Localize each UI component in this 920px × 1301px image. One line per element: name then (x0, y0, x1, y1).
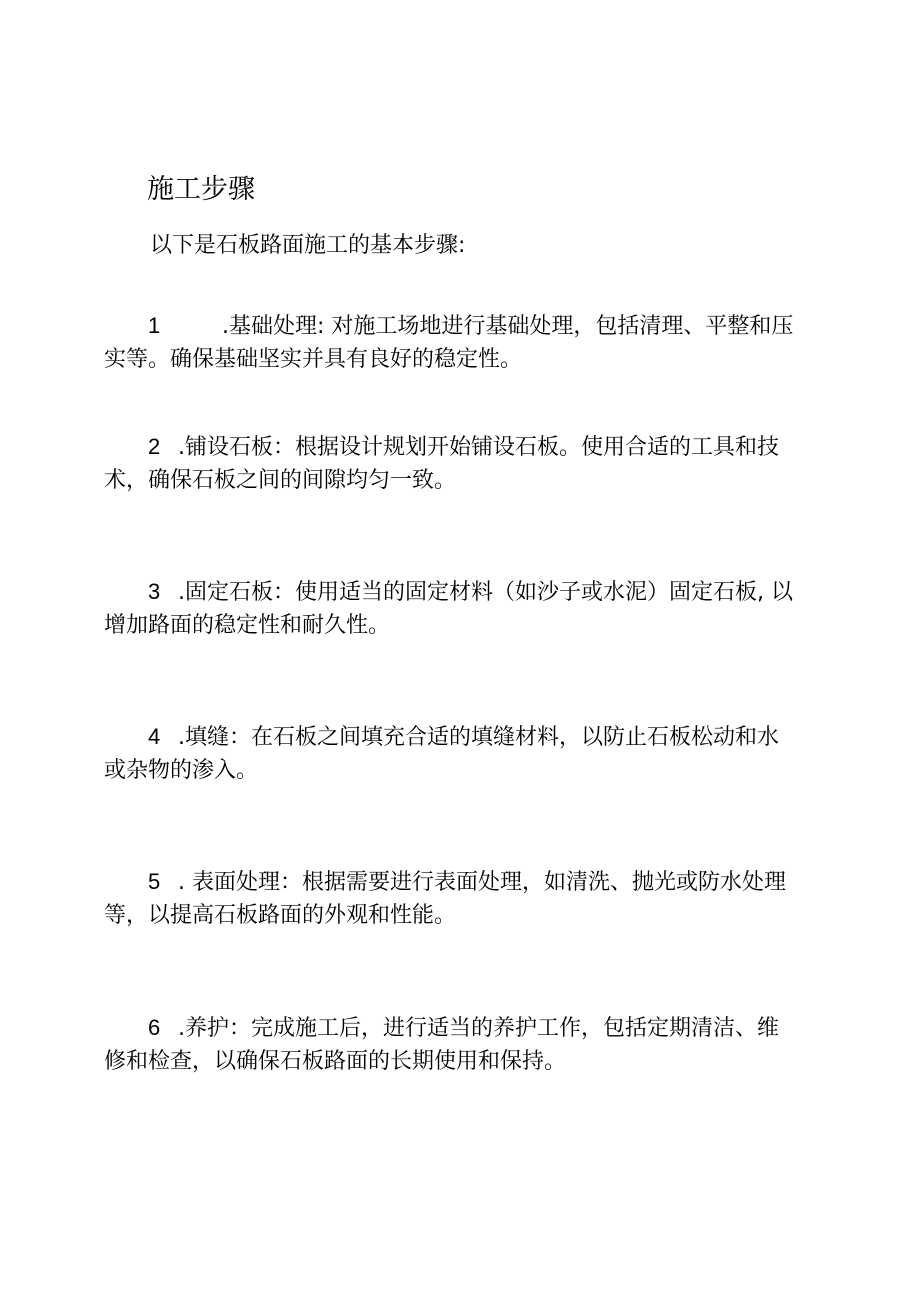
step-line-1 (104, 575, 824, 609)
step-number: 1 (148, 313, 161, 338)
step-line-1 (104, 430, 824, 464)
step-item-2 (104, 430, 824, 497)
step-text: .固定石板：使用适当的固定材料（如沙子或水泥）固定石板, 以 (178, 580, 793, 605)
step-number: 3 (148, 579, 161, 604)
step-number: 6 (148, 1015, 161, 1040)
step-item-5 (104, 865, 824, 932)
step-item-1 (104, 309, 824, 376)
step-text: .铺设石板：根据设计规划开始铺设石板。使用合适的工具和技 (178, 435, 779, 460)
step-number: 4 (148, 724, 161, 749)
step-item-4 (104, 720, 824, 787)
step-line-2: 术，确保石板之间的间隙均匀一致。 (104, 468, 457, 493)
step-line-2: 等，以提高石板路面的外观和性能。 (104, 903, 457, 928)
step-line-1 (104, 720, 824, 754)
step-text: . 表面处理：根据需要进行表面处理，如清洗、抛光或防水处理 (178, 870, 786, 895)
step-line-2: 或杂物的渗入。 (104, 758, 259, 783)
step-item-6 (104, 1011, 824, 1078)
step-line-1 (104, 309, 824, 343)
section-heading: 施工步骤 (147, 174, 255, 205)
step-line-2: 修和检查，以确保石板路面的长期使用和保持。 (104, 1049, 567, 1074)
step-text: .填缝：在石板之间填充合适的填缝材料，以防止石板松动和水 (178, 725, 779, 750)
step-item-3 (104, 575, 824, 642)
step-number: 5 (148, 869, 161, 894)
step-text: .养护：完成施工后，进行适当的养护工作，包括定期清洁、维 (178, 1016, 779, 1041)
step-line-1 (104, 1011, 824, 1045)
intro-paragraph: 以下是石板路面施工的基本步骤: (150, 233, 466, 258)
step-text: .基础处理: 对施工场地进行基础处理，包括清理、平整和压 (222, 314, 794, 339)
step-line-2: 增加路面的稳定性和耐久性。 (104, 613, 391, 638)
step-line-1 (104, 865, 824, 899)
step-number: 2 (148, 434, 161, 459)
step-line-2: 实等。确保基础坚实并具有良好的稳定性。 (104, 347, 523, 372)
